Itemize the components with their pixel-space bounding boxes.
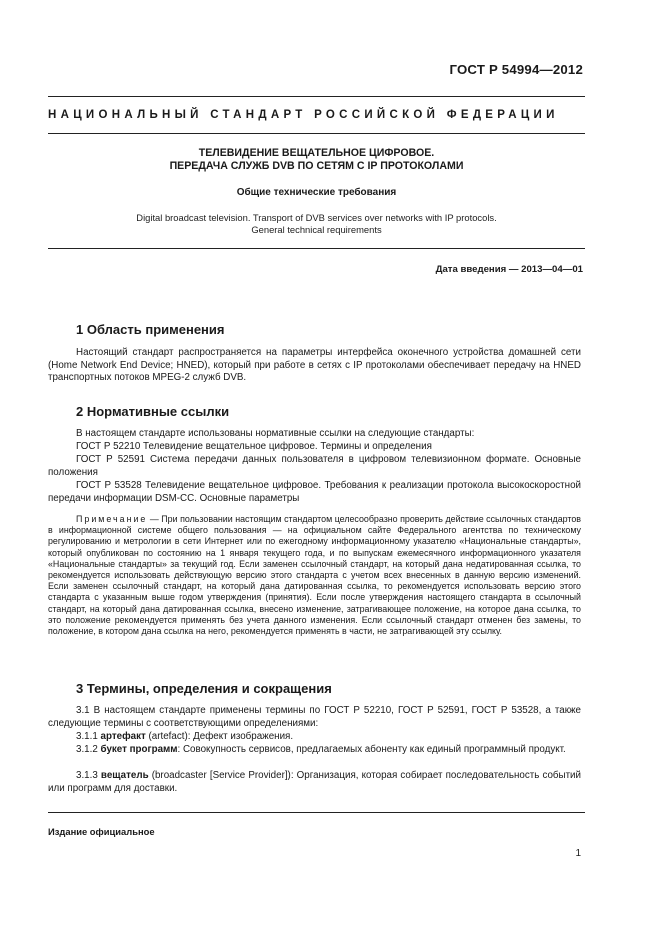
english-title-line-2: General technical requirements [251,224,382,235]
title-rule [48,248,585,249]
section-1-heading: 1 Область применения [76,322,225,337]
normative-ref-2 [48,454,581,479]
section-1-text-body: Настоящий стандарт распространяется на параметры интерфейса оконечного устройства домашней сети (Home Network End Device; HNED), который при работе в сетях с IP протоколами обеспечивает передачу на HNED транспортных потоков MPEG-2 служб DVB. [48,347,581,384]
term-3-1-2-definition: : Совокупность сервисов, предлагаемых абоненту как единый программный продукт. [177,744,566,755]
subtitle: Общие технические требования [236,187,397,198]
page-number: 1 [575,848,581,859]
standard-code: ГОСТ Р 54994—2012 [449,62,583,77]
term-3-1-1-definition: (artefact): Дефект изображения. [145,731,294,742]
banner-rule [48,133,585,134]
official-edition-label: Издание официальное [48,826,155,837]
normative-ref-2-body: ГОСТ Р 52591 Система передачи данных пользователя в цифровом телевизионном формате. Основные положения [48,454,581,478]
term-3-1-1-number: 3.1.1 [76,731,101,742]
intro-date: Дата введения — 2013—04—01 [435,264,583,275]
english-title-line-1: Digital broadcast television. Transport of DVB services over networks with IP protocols. [136,212,497,223]
clause-3-1-body: 3.1 В настоящем стандарте применены термины по ГОСТ Р 52210, ГОСТ Р 52591, ГОСТ Р 53528, а также следующие термины с соответствующими определениями: [48,705,581,729]
note-label: Примечание [76,514,148,524]
section-3-heading: 3 Термины, определения и сокращения [76,681,332,696]
term-3-1-2-term: букет программ [100,744,178,755]
title-line-2: ПЕРЕДАЧА СЛУЖБ DVB ПО СЕТЯМ С IP ПРОТОКОЛАМИ [169,160,464,172]
term-3-1-3-number: 3.1.3 [76,770,101,781]
term-3-1-3-term: вещатель [100,770,149,781]
footer-rule [48,812,585,813]
national-standard-banner: НАЦИОНАЛЬНЫЙ СТАНДАРТ РОССИЙСКОЙ ФЕДЕРАЦИИ [48,109,559,121]
term-3-1-3 [48,770,581,795]
note-block [48,514,581,637]
section-2-intro [48,428,581,441]
title-line-1: ТЕЛЕВИДЕНИЕ ВЕЩАТЕЛЬНОЕ ЦИФРОВОЕ. [198,147,435,159]
term-3-1-1 [48,731,581,744]
normative-ref-3-body: ГОСТ Р 53528 Телевидение вещательное цифровое. Требования к реализации протокола высокоскоростной передачи информации DSM-CC. Основные параметры [48,480,581,504]
section-2-heading: 2 Нормативные ссылки [76,404,230,419]
section-2-intro-body: В настоящем стандарте использованы нормативные ссылки на следующие стандарты: [76,428,475,439]
note-text: — При пользовании настоящим стандартом целесообразно проверить действие ссылочных стандартов в информационной системе общего пользования — на официальном сайте Федерального агентства по техническому регулированию и метрологии в сети Интернет или по ежегодному информационному указателю «Национальные стандарты», который опубликован по состоянию на 1 января текущего года, и по выпускам ежемесячного информационного указателя «Национальные стандарты» за текущий год. Если заменен ссылочный стандарт, на который дана недатированная ссылка, то рекомендуется использовать действующую версию этого стандарта с учетом всех внесенных в данную версию изменений. Если заменен ссылочный стандарт, на который дана датированная ссылка, то рекомендуется использовать версию этого стандарта с указанным выше годом утверждения (принятия). Если после утверждения настоящего стандарта в ссылочный стандарт, на который дана датированная ссылка, внесено изменение, затрагивающее положение, на которое дана ссылка, то это положение рекомендуется применять без учета данного изменения. Если ссылочный стандарт отменен без замены, то положение, в котором дана ссылка на него, рекомендуется применять в части, не затрагивающей эту ссылку. [48,514,581,637]
normative-ref-1-body: ГОСТ Р 52210 Телевидение вещательное цифровое. Термины и определения [76,441,432,452]
normative-ref-1 [48,441,581,454]
term-3-1-2-number: 3.1.2 [76,744,101,755]
term-3-1-3-definition: (broadcaster [Service Provider]): Организация, которая собирает последовательность событий или программ для доставки. [48,770,581,794]
clause-3-1 [48,705,581,730]
term-3-1-1-term: артефакт [100,731,146,742]
top-rule [48,96,585,97]
section-1-text [48,347,581,385]
normative-ref-3 [48,480,581,505]
term-3-1-2 [48,744,581,757]
